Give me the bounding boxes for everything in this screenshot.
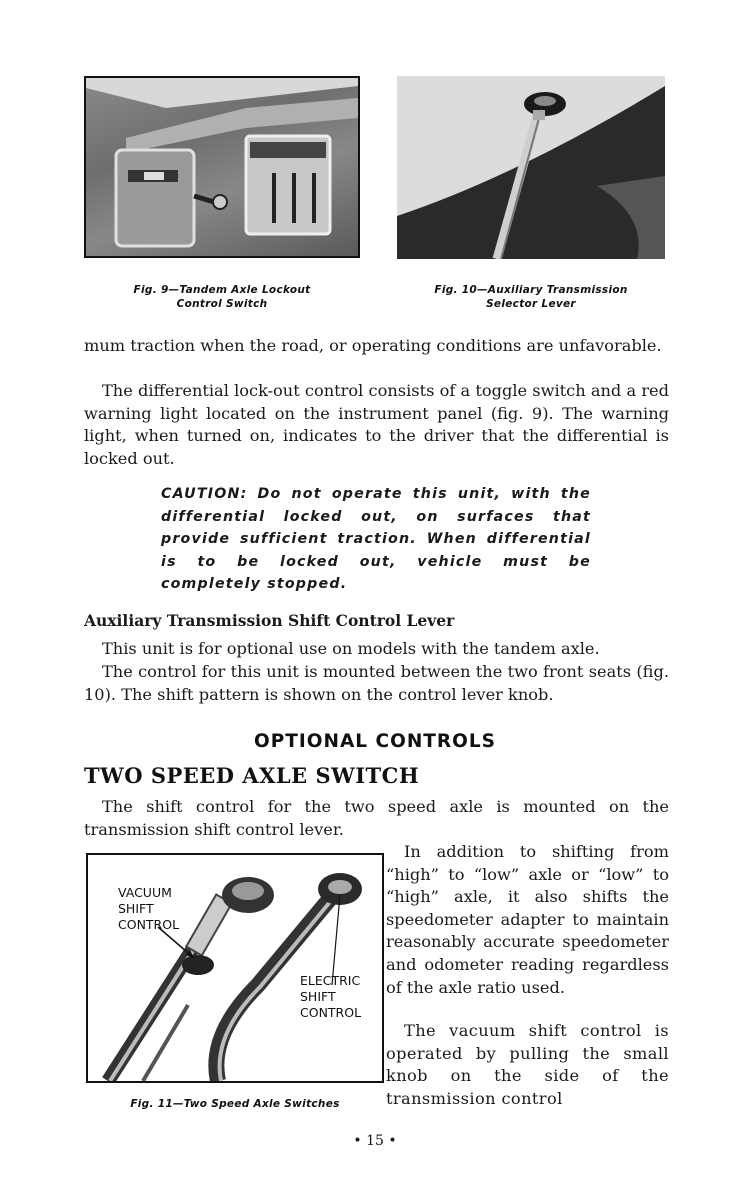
selector-lever-illustration — [397, 76, 665, 259]
fig11-caption: Fig. 11—Two Speed Axle Switches — [130, 1098, 340, 1110]
paragraph-speedometer-adapter: In addition to shifting from “high” to “low” axle or “low” to “high” axle, it also shifts the speedometer adapter to maintain reasonably accurate speedometer and odometer reading regardless of the axle ratio used. — [386, 842, 669, 997]
paragraph-differential-lockout: The differential lock-out control consists of a toggle switch and a red warning light located on the instrument panel (fig. 9). The warning light, when turned on, indicates to the driver that the differential is locked out. — [84, 381, 669, 468]
paragraph-vacuum-shift: The vacuum shift control is operated by pulling the small knob on the side of the transmission control — [386, 1021, 669, 1108]
fig10-caption: Fig. 10—Auxiliary Transmission Selector Lever — [434, 284, 628, 310]
paragraph-optional-use: This unit is for optional use on models with the tandem axle. — [102, 639, 600, 658]
paragraph-continuation: mum traction when the road, or operating conditions are unfavorable. — [84, 336, 662, 355]
dashboard-switch-illustration — [86, 78, 358, 256]
subheading-aux-transmission: Auxiliary Transmission Shift Control Lever — [84, 611, 455, 630]
section-title-optional-controls: OPTIONAL CONTROLS — [253, 731, 497, 752]
label-electric-shift-control: ELECTRIC SHIFT CONTROL — [300, 973, 362, 1020]
page-number: • 15 • — [353, 1133, 397, 1149]
fig9-caption: Fig. 9—Tandem Axle Lockout Control Switch — [133, 284, 311, 310]
paragraph-control-mounting: The control for this unit is mounted between the two front seats (fig. 10). The shift pattern is shown on the control lever knob. — [84, 662, 669, 704]
heading-two-speed-axle: TWO SPEED AXLE SWITCH — [84, 763, 420, 788]
label-vacuum-shift-control: VACUUM SHIFT CONTROL — [118, 885, 180, 932]
fig10-photo — [397, 76, 665, 259]
fig11-photo — [86, 853, 384, 1083]
fig9-photo — [84, 76, 360, 258]
caution-notice: CAUTION: Do not operate this unit, with the differential locked out, on surfaces that provide sufficient traction. When differential is to be locked out, vehicle must be completely stopped. — [161, 486, 591, 593]
paragraph-shift-control: The shift control for the two speed axle is mounted on the transmission shift control lever. — [84, 797, 669, 839]
